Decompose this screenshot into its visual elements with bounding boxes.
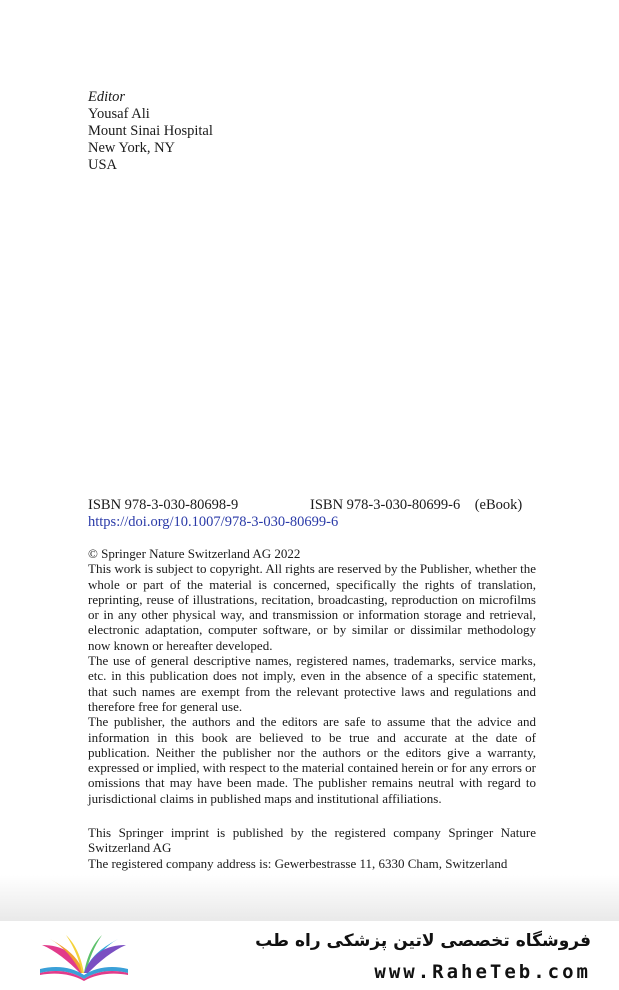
editor-info xyxy=(88,89,213,174)
trademark-paragraph: The use of general descriptive names, registered names, trademarks, service marks, etc. in this publication does not imply, even in the absence of a specific statement, that such names are exempt from the relevant protective laws and regulations and therefore free for general use. xyxy=(88,653,536,714)
store-title: فروشگاه تخصصی لاتین پزشکی راه طب xyxy=(255,931,591,951)
editor-affiliation: Mount Sinai Hospital xyxy=(88,123,213,139)
open-book-rainbow-logo-icon xyxy=(34,933,134,981)
disclaimer-paragraph: The publisher, the authors and the editors are safe to assume that the advice and information in this book are believed to be true and accurate at the date of publication. Neither the publisher nor the authors or the editors give a warranty, expressed or implied, with respect to the material contained herein or for any errors or omissions that may have been made. The publisher remains neutral with regard to jurisdictional claims in published maps and institutional affiliations. xyxy=(88,714,536,806)
watermark-banner xyxy=(0,921,619,990)
page-bottom-shadow xyxy=(0,875,619,921)
editor-country: USA xyxy=(88,157,118,173)
copyright-paragraph: This work is subject to copyright. All rights are reserved by the Publisher, whether the whole or part of the material is concerned, specifically the rights of translation, reprinting, reuse of illustrations, recitation, broadcasting, reproduction on microfilms or in any other physical way, and transmission or information storage and retrieval, electronic adaptation, computer software, or by similar or dissimilar methodology now known or hereafter developed. xyxy=(88,561,536,653)
copyright-notice xyxy=(88,546,536,806)
isbn-print: ISBN 978-3-030-80698-9 xyxy=(88,497,239,513)
store-url: www.RaheTeb.com xyxy=(374,961,591,983)
imprint-info xyxy=(88,825,536,871)
doi-link[interactable]: https://doi.org/10.1007/978-3-030-80699-6 xyxy=(88,514,339,530)
isbn-ebook: ISBN 978-3-030-80699-6 (eBook) xyxy=(310,497,523,513)
isbn-line xyxy=(88,497,536,514)
editor-city: New York, NY xyxy=(88,140,176,156)
editor-name: Yousaf Ali xyxy=(88,106,150,122)
copyright-line: © Springer Nature Switzerland AG 2022 xyxy=(88,546,301,561)
editor-role: Editor xyxy=(88,89,126,105)
imprint-address: The registered company address is: Gewerbestrasse 11, 6330 Cham, Switzerland xyxy=(88,855,508,871)
imprint-company: This Springer imprint is published by the registered company Springer Nature Switzerland AG xyxy=(88,825,536,856)
